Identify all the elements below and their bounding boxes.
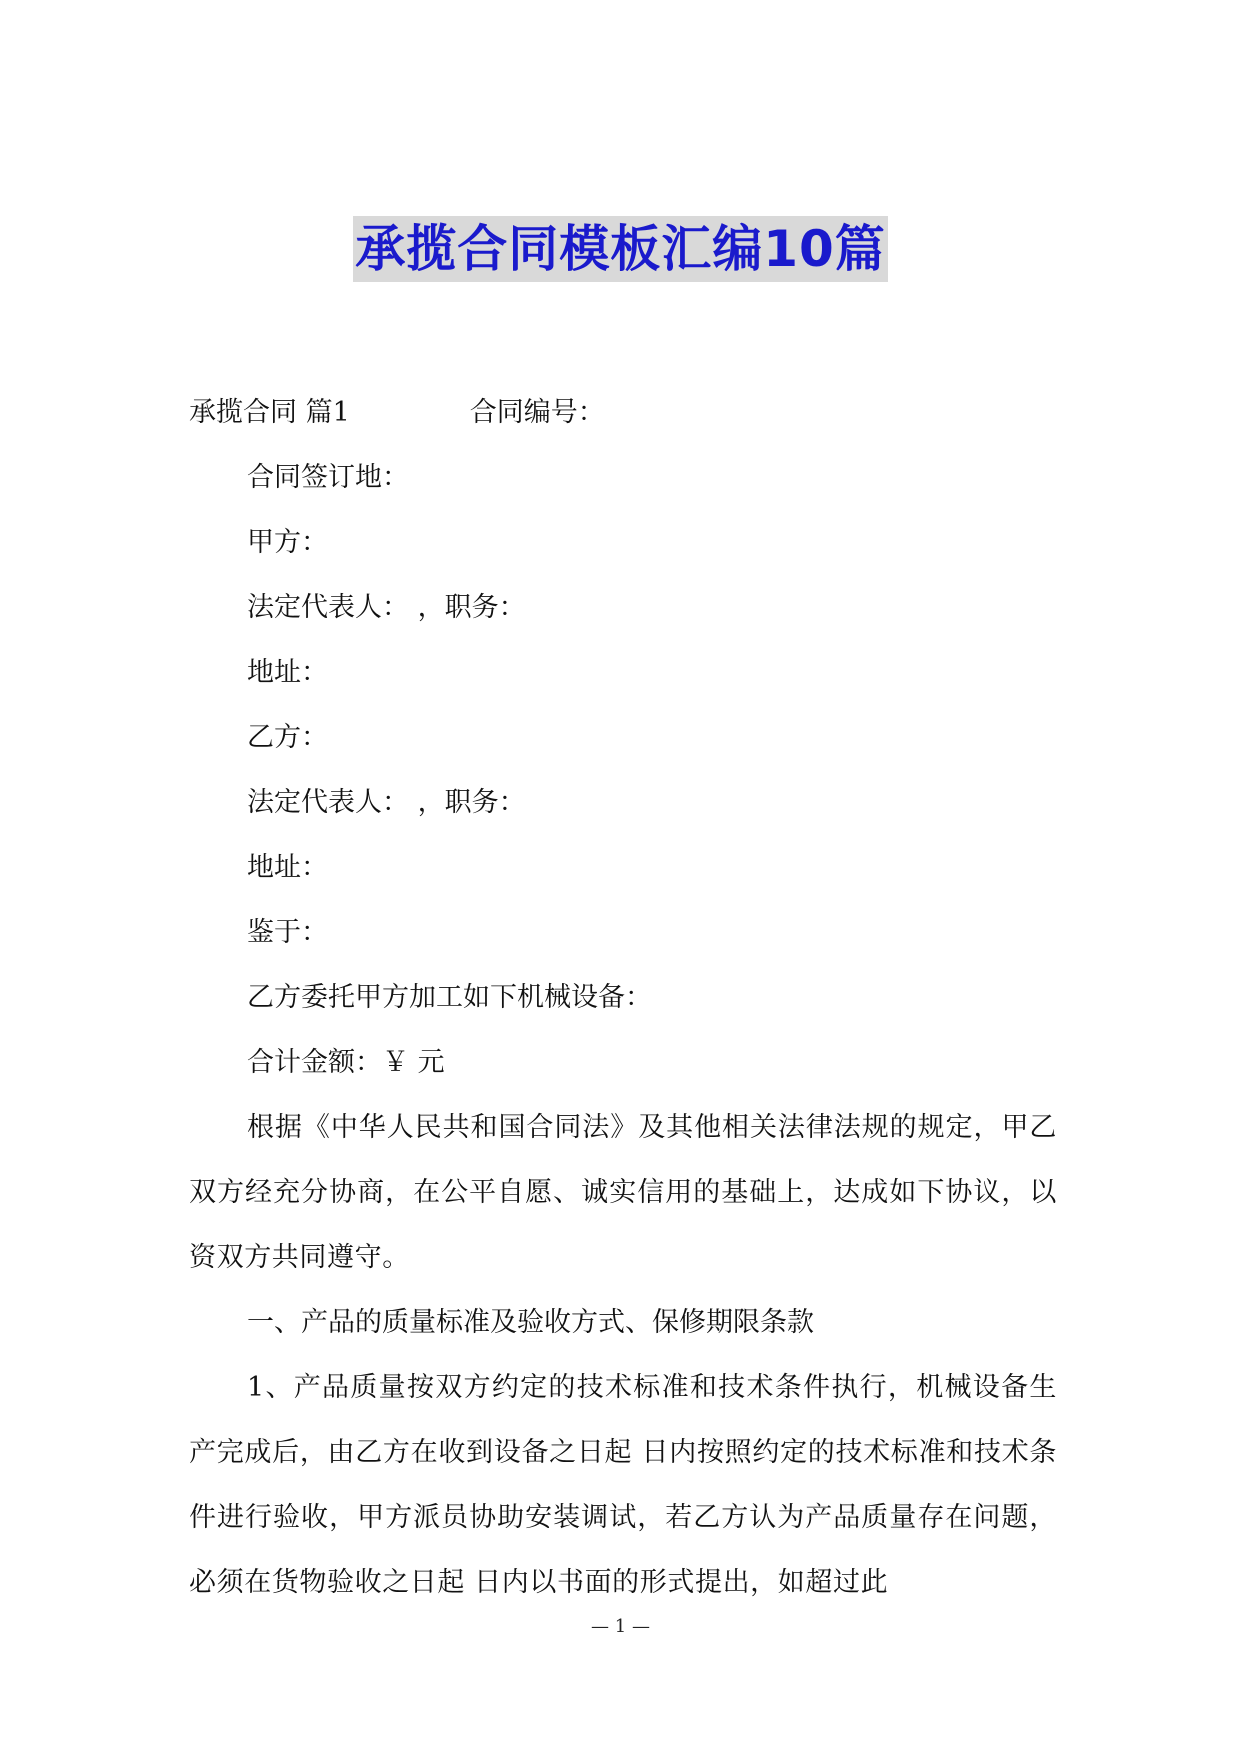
whereas-line: 鉴于：	[247, 917, 328, 948]
quality-clause-paragraph: 1、产品质量按双方约定的技术标准和技术条件执行，机械设备生产完成后，由乙方在收到设备之日起 日内按照约定的技术标准和技术条件进行验收，甲方派员协助安装调试，若乙方认为产品质量存在问题，必须在货物验收之日起 日内以书面的形式提出，如超过此	[189, 1372, 1057, 1598]
commission-line: 乙方委托甲方加工如下机械设备：	[247, 982, 652, 1013]
party-a-address-line: 地址：	[247, 657, 328, 688]
contract-chapter-label: 承揽合同 篇1	[189, 397, 350, 428]
party-a-line: 甲方：	[247, 527, 328, 558]
page-number: — 1 —	[591, 1616, 650, 1637]
contract-number-label: 合同编号：	[469, 397, 605, 428]
document-title: 承揽合同模板汇编10篇	[353, 216, 888, 282]
contract-header-line	[189, 380, 1057, 445]
party-b-line: 乙方：	[247, 722, 328, 753]
total-amount-line: 合计金额：￥ 元	[247, 1047, 445, 1078]
party-b-representative-line: 法定代表人： ，职务：	[247, 787, 526, 818]
document-body	[189, 380, 1057, 1615]
title-container	[0, 216, 1241, 282]
party-b-address-line: 地址：	[247, 852, 328, 883]
section-heading: 一、产品的质量标准及验收方式、保修期限条款	[247, 1307, 814, 1338]
legal-basis-paragraph: 根据《中华人民共和国合同法》及其他相关法律法规的规定，甲乙双方经充分协商，在公平自愿、诚实信用的基础上，达成如下协议，以资双方共同遵守。	[189, 1112, 1057, 1273]
party-a-representative-line: 法定代表人： ，职务：	[247, 592, 526, 623]
signing-place-line: 合同签订地：	[247, 462, 409, 493]
